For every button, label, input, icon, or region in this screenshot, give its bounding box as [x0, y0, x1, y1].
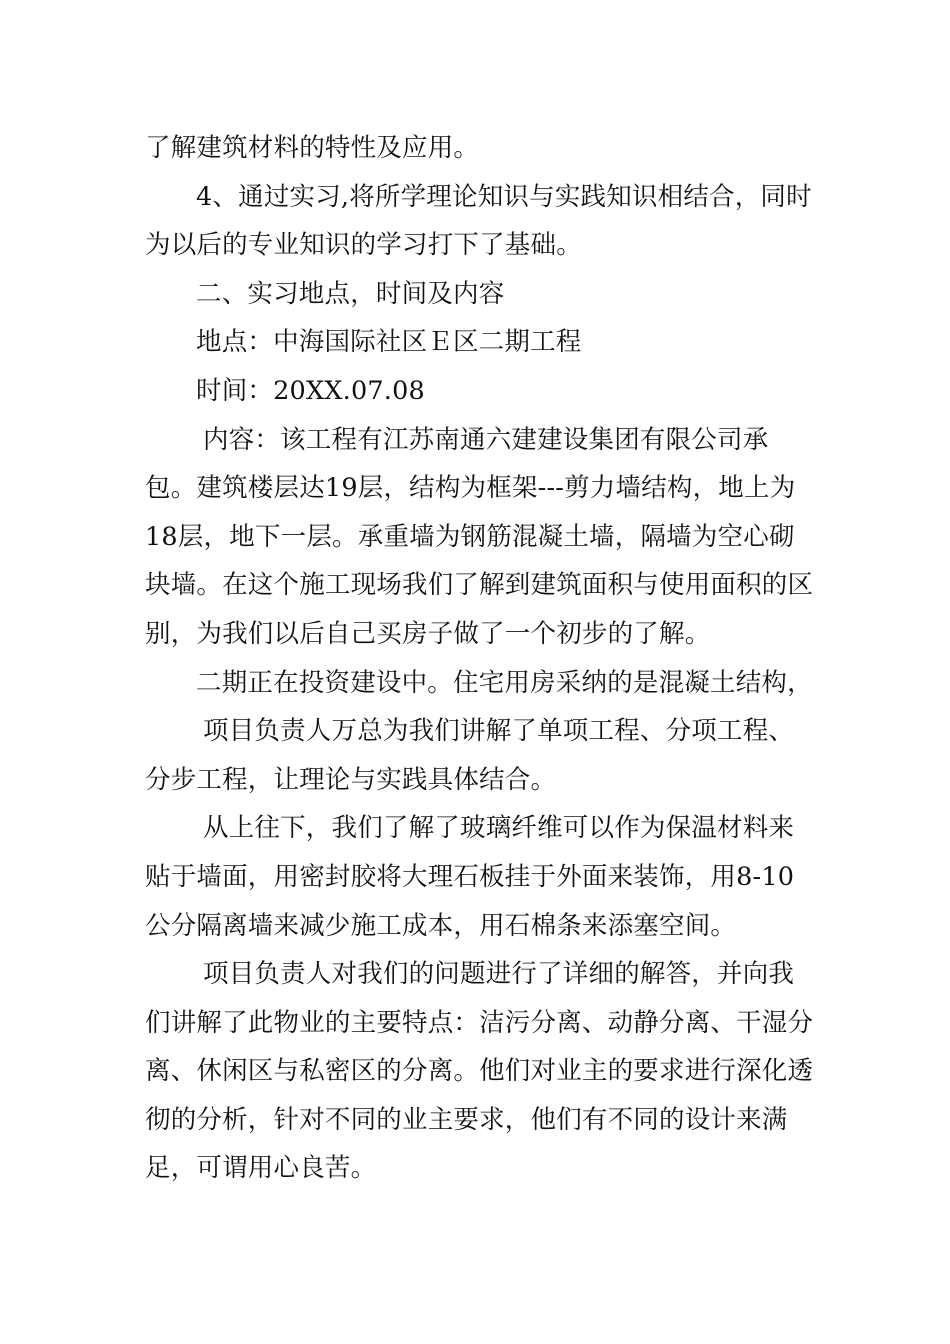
paragraph-practice-goal: 4、通过实习,将所学理论知识与实践知识相结合，同时为以后的专业知识的学习打下了基础。	[145, 181, 812, 261]
paragraph-location: 地点：中海国际社区Ｅ区二期工程	[196, 327, 582, 358]
paragraph-property-features: 项目负责人对我们的问题进行了详细的解答，并向我们讲解了此物业的主要特点：洁污分离、动静分离、干湿分离、休闲区与私密区的分离。他们对业主的要求进行深化透彻的分析，针对不同的业主要求，他们有不同的设计来满足，可谓用心良苦。	[145, 959, 814, 1184]
document-body	[145, 124, 815, 1193]
paragraph-materials: 了解建筑材料的特性及应用。	[145, 133, 480, 163]
paragraph-content: 内容：该工程有江苏南通六建建设集团有限公司承包。建筑楼层达19层，结构为框架---剪力墙结构，地上为18层，地下一层。承重墙为钢筋混凝土墙，隔墙为空心砌块墙。在这个施工现场我们了解到建筑面积与使用面积的区别，为我们以后自己买房子做了一个初步的了解。	[145, 424, 814, 649]
paragraph-project-manager: 项目负责人万总为我们讲解了单项工程、分项工程、分步工程，让理论与实践具体结合。	[145, 716, 795, 795]
paragraph-phase-two: 二期正在投资建设中。住宅用房采纳的是混凝土结构，	[196, 667, 813, 698]
paragraph-time: 时间：20XX.07.08	[196, 375, 425, 406]
paragraph-materials-usage: 从上往下，我们了解了玻璃纤维可以作为保温材料来贴于墙面，用密封胶将大理石板挂于外面来装饰，用8-10公分隔离墙来减少施工成本，用石棉条来添塞空间。	[145, 813, 795, 941]
section-heading-location-time-content: 二、实习地点，时间及内容	[196, 278, 505, 309]
